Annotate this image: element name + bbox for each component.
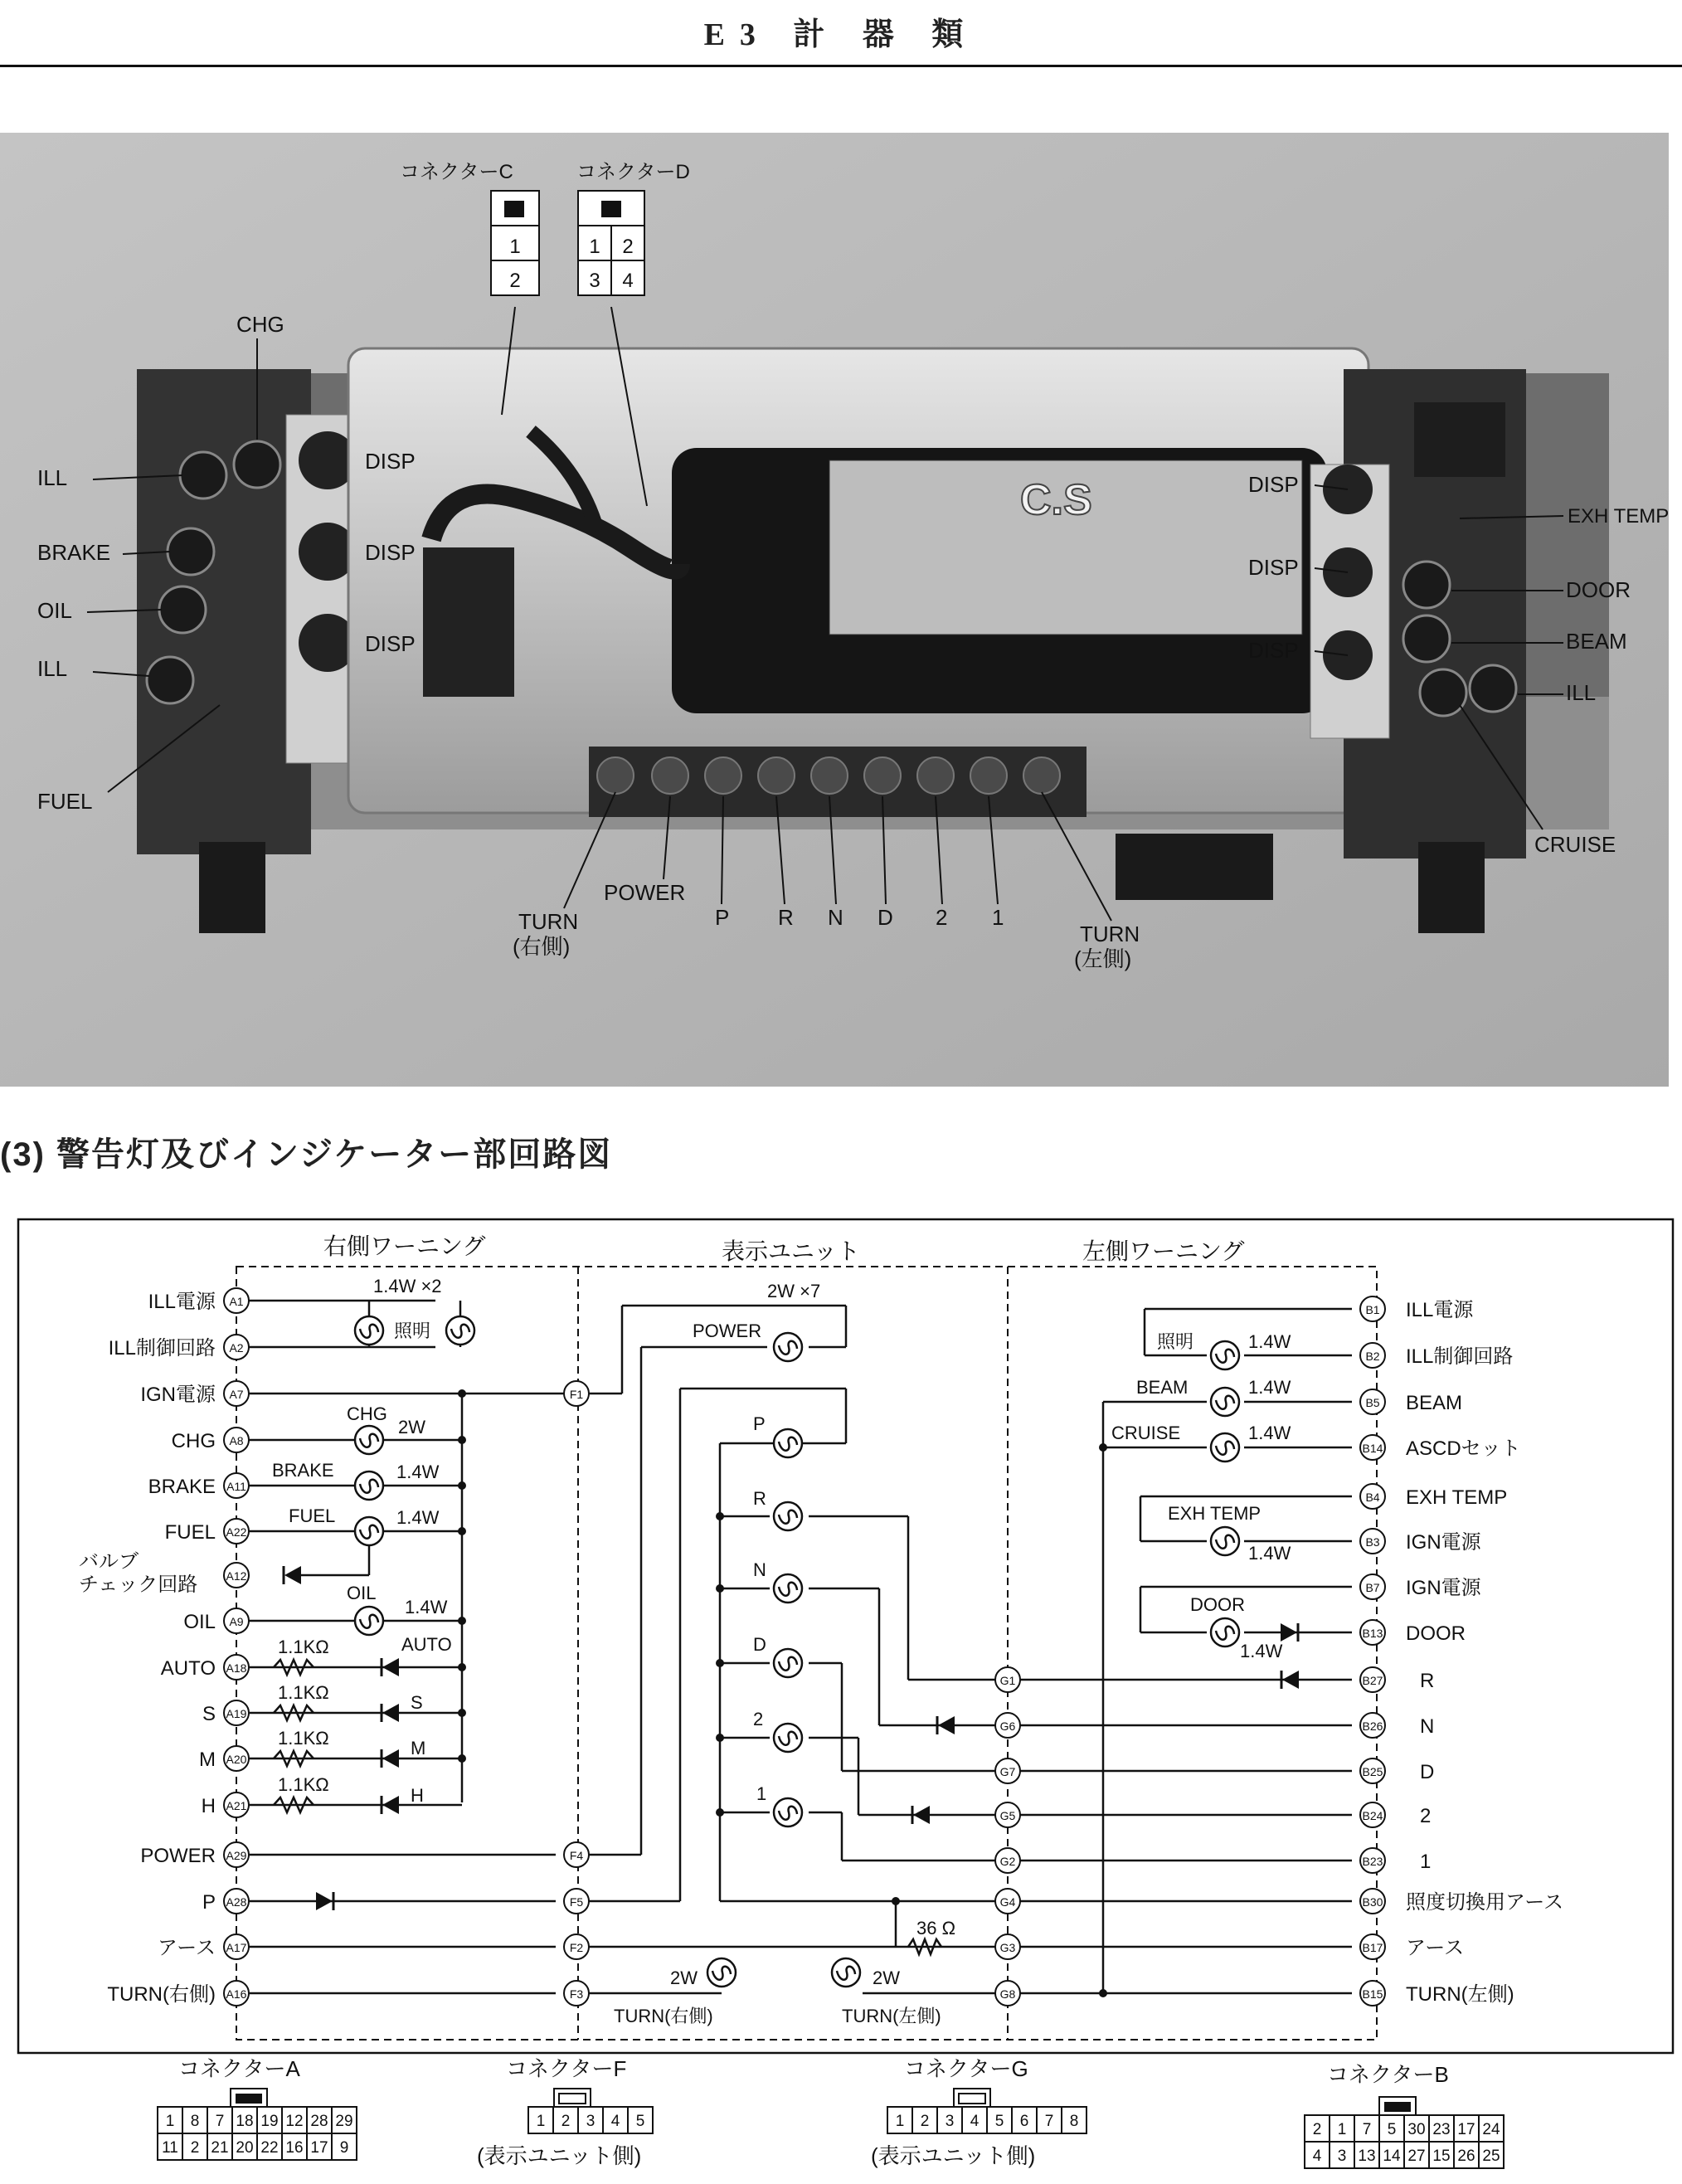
connector-b-diagram	[1305, 2097, 1504, 2168]
label-chg-watt: 2W	[398, 1417, 425, 1437]
svg-text:A22: A22	[226, 1525, 247, 1539]
terminal-b4-label: EXH TEMP	[1406, 1486, 1508, 1509]
terminal-a8	[172, 1428, 249, 1452]
terminal-a17	[158, 1934, 249, 1959]
connector-f-pin-label: 4	[610, 2113, 620, 2130]
terminal-b17-label: アース	[1406, 1937, 1465, 1959]
label-door-watt: 1.4W	[1240, 1641, 1283, 1661]
terminal-a2-label: ILL制御回路	[108, 1337, 216, 1360]
callout-brake: BRAKE	[37, 540, 111, 565]
label-36ohm: 36 Ω	[916, 1918, 956, 1938]
svg-text:A21: A21	[226, 1799, 247, 1812]
connector-a-pin-label: 19	[260, 2113, 279, 2130]
label-2: 2	[753, 1709, 764, 1729]
terminal-a16-label: TURN(右側)	[107, 1983, 216, 2006]
connector-g-pin-label: 1	[895, 2113, 905, 2130]
node-g1	[995, 1667, 1020, 1692]
node-g7	[995, 1758, 1020, 1783]
terminal-a2	[109, 1335, 249, 1360]
connector-g-pin-label: 7	[1044, 2113, 1054, 2130]
terminal-b17	[1360, 1934, 1464, 1959]
svg-text:B15: B15	[1362, 1987, 1383, 2001]
terminal-a29-label: POWER	[140, 1845, 216, 1867]
svg-text:B30: B30	[1362, 1895, 1383, 1909]
connector-f-pin-label: 1	[536, 2113, 546, 2130]
label-h: H	[411, 1785, 424, 1806]
svg-text:F3: F3	[569, 1987, 584, 2001]
connector-b-pin-label: 13	[1358, 2148, 1376, 2165]
node-g5	[995, 1802, 1020, 1827]
svg-text:G6: G6	[999, 1719, 1016, 1733]
label-n: N	[753, 1559, 766, 1580]
connector-g-diagram	[887, 2089, 1086, 2133]
svg-text:A7: A7	[229, 1388, 244, 1401]
label-exh: EXH TEMP	[1168, 1503, 1262, 1524]
terminal-b3	[1360, 1529, 1482, 1554]
svg-text:F5: F5	[569, 1895, 584, 1909]
svg-text:B13: B13	[1362, 1627, 1383, 1640]
connector-d-label: コネクターD	[576, 161, 690, 183]
callout-power: POWER	[604, 880, 686, 905]
svg-text:F4: F4	[569, 1849, 584, 1862]
svg-text:A8: A8	[229, 1434, 244, 1447]
svg-text:G1: G1	[999, 1674, 1016, 1687]
callout-disp-l3: DISP	[365, 631, 416, 656]
node-g6	[995, 1713, 1020, 1738]
label-m: M	[411, 1738, 426, 1758]
connector-b-pin-label: 26	[1457, 2148, 1475, 2165]
connector-a-diagram	[158, 2089, 357, 2160]
connector-a-pin-label: 9	[339, 2139, 349, 2157]
group-display-unit: 表示ユニット	[722, 1238, 860, 1264]
terminal-b7-label: IGN電源	[1406, 1577, 1481, 1599]
connector-b-pin-label: 30	[1407, 2121, 1426, 2138]
callout-ill-2: ILL	[37, 656, 68, 681]
connector-d-pin-3: 3	[589, 270, 600, 292]
section-title: (3) 警告灯及びインジケーター部回路図	[0, 1136, 613, 1173]
label-turn-l-watt: 2W	[873, 1968, 900, 1988]
connector-f-diagram	[528, 2089, 653, 2133]
terminal-b4	[1360, 1484, 1507, 1509]
connector-a-pin-label: 22	[260, 2139, 279, 2157]
connector-b-pin-label: 23	[1432, 2121, 1451, 2138]
label-beam-watt: 1.4W	[1248, 1377, 1291, 1398]
label-res-3: 1.1KΩ	[278, 1728, 329, 1749]
node-g4	[995, 1889, 1020, 1914]
connector-b-pin-label: 1	[1337, 2121, 1347, 2138]
connector-g-note: (表示ユニット側)	[871, 2143, 1036, 2168]
svg-text:B2: B2	[1365, 1350, 1380, 1363]
node-f2	[564, 1934, 589, 1959]
callout-d: D	[877, 905, 893, 930]
label-oil-watt: 1.4W	[405, 1597, 448, 1617]
connector-f-pin-label: 3	[586, 2113, 596, 2130]
callout-turn-right-side: (右側)	[513, 934, 571, 959]
label-fuel-watt: 1.4W	[396, 1507, 440, 1528]
terminal-a22-label: FUEL	[164, 1521, 216, 1544]
callout-disp-l1: DISP	[365, 449, 416, 474]
svg-text:B4: B4	[1365, 1491, 1380, 1504]
svg-text:B24: B24	[1362, 1809, 1383, 1822]
label-turn-r: TURN(右側)	[614, 2006, 713, 2026]
node-f5	[564, 1889, 589, 1914]
connector-g-pin-label: 8	[1069, 2113, 1079, 2130]
label-fuel: FUEL	[289, 1505, 336, 1526]
connector-b-pin-label: 7	[1362, 2121, 1372, 2138]
node-g2	[995, 1848, 1020, 1873]
connector-a-pin-label: 18	[236, 2113, 254, 2130]
connector-a-pin-label: 1	[165, 2113, 175, 2130]
node-f3	[564, 1981, 589, 2006]
connector-f-pin-label: 2	[561, 2113, 571, 2130]
callout-disp-r1: DISP	[1248, 472, 1299, 497]
label-brake-watt: 1.4W	[396, 1462, 440, 1482]
group-right-warning: 右側ワーニング	[323, 1233, 486, 1259]
label-door: DOOR	[1190, 1594, 1245, 1615]
svg-text:B25: B25	[1362, 1765, 1383, 1778]
terminal-b26-label: N	[1420, 1715, 1435, 1738]
connector-c-pin-1: 1	[509, 236, 521, 258]
connector-f-pin-label: 5	[635, 2113, 645, 2130]
label-p: P	[753, 1413, 766, 1434]
svg-text:A16: A16	[226, 1987, 247, 2001]
connector-a-pin-label: 21	[211, 2139, 229, 2157]
node-g8	[995, 1981, 1020, 2006]
label-d: D	[753, 1634, 766, 1655]
label-turn-l: TURN(左側)	[842, 2006, 941, 2026]
terminal-b24-label: 2	[1420, 1805, 1432, 1827]
label-cruise: CRUISE	[1111, 1423, 1181, 1443]
connector-d-diagram	[578, 191, 644, 295]
label-brake: BRAKE	[272, 1460, 334, 1481]
page-title: E3 計 器 類	[703, 17, 979, 52]
connector-b-pin-label: 14	[1383, 2148, 1401, 2165]
terminal-b14-label: ASCDセット	[1406, 1437, 1521, 1460]
callout-exh-temp: EXH TEMP	[1568, 505, 1669, 528]
terminal-b5-label: BEAM	[1406, 1392, 1463, 1414]
svg-text:G5: G5	[999, 1809, 1016, 1822]
connector-a-pin-label: 8	[190, 2113, 200, 2130]
connector-g-pin-label: 3	[945, 2113, 955, 2130]
circuit-schematic	[0, 1215, 1682, 2184]
connector-g-pin-label: 6	[1019, 2113, 1029, 2130]
svg-text:B1: B1	[1365, 1303, 1380, 1316]
connector-b-pin-label: 2	[1312, 2121, 1322, 2138]
svg-text:B26: B26	[1362, 1719, 1383, 1733]
svg-text:A19: A19	[226, 1707, 247, 1720]
label-power: POWER	[693, 1321, 762, 1341]
svg-text:B7: B7	[1365, 1581, 1380, 1594]
label-beam: BEAM	[1136, 1377, 1189, 1398]
connector-a-pin-label: 29	[335, 2113, 353, 2130]
label-auto: AUTO	[401, 1634, 452, 1655]
svg-text:A17: A17	[226, 1941, 247, 1954]
svg-text:A2: A2	[229, 1341, 244, 1355]
terminal-a8-label: CHG	[171, 1430, 216, 1452]
svg-text:B27: B27	[1362, 1674, 1383, 1687]
callout-fuel: FUEL	[37, 789, 93, 814]
callout-door: DOOR	[1566, 577, 1631, 602]
terminal-a18-label: AUTO	[160, 1657, 216, 1680]
svg-text:G3: G3	[999, 1941, 1016, 1954]
callout-p: P	[715, 905, 730, 930]
svg-text:G4: G4	[999, 1895, 1016, 1909]
terminal-b30-label: 照度切換用アース	[1406, 1891, 1564, 1914]
callout-cruise: CRUISE	[1534, 832, 1616, 857]
connector-d-pin-1: 1	[589, 236, 600, 258]
connector-d-pin-2: 2	[622, 236, 634, 258]
connector-g-title: コネクターG	[904, 2056, 1028, 2081]
terminal-a29	[140, 1842, 249, 1867]
node-g3	[995, 1934, 1020, 1959]
connector-b-pin-label: 24	[1482, 2121, 1500, 2138]
connector-c-pin-2: 2	[509, 270, 521, 292]
terminal-b3-label: IGN電源	[1406, 1531, 1481, 1554]
terminal-a1-label: ILL電源	[148, 1291, 216, 1313]
callout-disp-r2: DISP	[1248, 555, 1299, 580]
terminal-b15-label: TURN(左側)	[1406, 1983, 1514, 2006]
svg-text:B5: B5	[1365, 1396, 1380, 1409]
connector-b-pin-label: 25	[1482, 2148, 1500, 2165]
connector-b-pin-label: 3	[1337, 2148, 1347, 2165]
terminal-b1	[1360, 1296, 1474, 1321]
bulb-socket	[180, 452, 226, 499]
terminal-b27-label: R	[1420, 1670, 1435, 1692]
connector-b-pin-label: 4	[1312, 2148, 1322, 2165]
svg-text:G8: G8	[999, 1987, 1016, 2001]
terminal-a16	[107, 1981, 249, 2006]
connector-c-diagram	[491, 191, 539, 295]
callout-ill-r: ILL	[1566, 680, 1597, 705]
connector-b-pin-label: 5	[1387, 2121, 1397, 2138]
terminal-a1	[148, 1288, 249, 1313]
cs-label: C.S	[1020, 476, 1092, 524]
terminal-a20-label: M	[199, 1749, 216, 1771]
svg-text:F2: F2	[569, 1941, 584, 1954]
label-chg: CHG	[347, 1403, 387, 1424]
terminal-a21-label: H	[201, 1795, 216, 1817]
terminal-a7-label: IGN電源	[140, 1384, 216, 1406]
terminal-b1-label: ILL電源	[1406, 1299, 1474, 1321]
label-turn-r-watt: 2W	[670, 1968, 698, 1988]
terminal-b7	[1360, 1574, 1482, 1599]
callout-1: 1	[992, 905, 1004, 930]
callout-n: N	[828, 905, 843, 930]
meter-cluster-photo	[0, 133, 1669, 1087]
svg-text:A20: A20	[226, 1753, 247, 1766]
connector-a-pin-label: 7	[215, 2113, 225, 2130]
svg-text:A12: A12	[226, 1569, 247, 1583]
terminal-a11-label: BRAKE	[148, 1476, 216, 1498]
connector-b-pin-label: 17	[1457, 2121, 1475, 2138]
connector-a-pin-label: 17	[310, 2139, 328, 2157]
callout-chg: CHG	[236, 312, 284, 337]
callout-disp-r3: DISP	[1248, 638, 1299, 663]
terminal-a11	[148, 1473, 249, 1498]
connector-b-pin-label: 27	[1407, 2148, 1426, 2165]
connector-c-label: コネクターC	[400, 161, 513, 183]
label-ill-watt: 1.4W ×2	[373, 1276, 442, 1296]
label-cruise-watt: 1.4W	[1248, 1423, 1291, 1443]
terminal-a12-label: バルブ	[79, 1550, 139, 1573]
connector-a-pin-label: 2	[190, 2139, 200, 2157]
terminal-b23-label: 1	[1420, 1851, 1432, 1873]
node-f4	[564, 1842, 589, 1867]
svg-text:A29: A29	[226, 1849, 247, 1862]
connector-b-pin-label: 15	[1432, 2148, 1451, 2165]
connector-a-pin-label: 12	[285, 2113, 304, 2130]
terminal-b13-label: DOOR	[1406, 1622, 1466, 1645]
label-disp-watt: 2W ×7	[767, 1281, 821, 1301]
connector-f-note: (表示ユニット側)	[477, 2143, 642, 2168]
page-header	[0, 0, 1682, 67]
connector-d-pin-4: 4	[622, 270, 634, 292]
label-b-light: 照明	[1157, 1331, 1194, 1352]
terminal-b2-label: ILL制御回路	[1406, 1345, 1514, 1368]
connector-g-pin-label: 4	[970, 2113, 980, 2130]
terminal-a12-label-2: チェック回路	[79, 1574, 198, 1596]
callout-2: 2	[936, 905, 948, 930]
connector-a-title: コネクターA	[178, 2056, 300, 2081]
callout-beam: BEAM	[1566, 629, 1627, 654]
terminal-a7	[140, 1381, 249, 1406]
node-f1	[564, 1381, 589, 1406]
terminal-a17-label: アース	[157, 1937, 216, 1959]
svg-text:G2: G2	[999, 1855, 1016, 1868]
svg-text:A11: A11	[226, 1480, 246, 1493]
terminal-b5	[1360, 1389, 1462, 1414]
group-left-warning: 左側ワーニング	[1082, 1238, 1245, 1264]
callout-turn-left: TURN	[1080, 922, 1140, 946]
label-res-4: 1.1KΩ	[278, 1774, 329, 1795]
terminal-a19-label: S	[202, 1703, 216, 1725]
label-s: S	[411, 1692, 423, 1713]
svg-text:A9: A9	[229, 1615, 244, 1628]
svg-text:A18: A18	[226, 1661, 247, 1675]
label-r: R	[753, 1488, 766, 1509]
terminal-b13	[1360, 1620, 1466, 1645]
svg-text:B23: B23	[1362, 1855, 1383, 1868]
callout-turn-right: TURN	[518, 909, 579, 934]
label-1: 1	[756, 1783, 767, 1804]
connector-a-pin-label: 28	[310, 2113, 328, 2130]
svg-text:B17: B17	[1362, 1941, 1383, 1954]
connector-f-title: コネクターF	[506, 2056, 627, 2081]
terminal-a18	[161, 1655, 249, 1680]
terminal-a22	[165, 1519, 249, 1544]
label-res-2: 1.1KΩ	[278, 1682, 329, 1703]
svg-text:A1: A1	[229, 1295, 244, 1308]
callout-ill-1: ILL	[37, 465, 68, 490]
svg-text:B14: B14	[1362, 1442, 1383, 1455]
label-res-1: 1.1KΩ	[278, 1637, 329, 1657]
callout-oil: OIL	[37, 598, 72, 623]
label-b-light-watt: 1.4W	[1248, 1331, 1291, 1352]
connector-a-pin-label: 20	[236, 2139, 254, 2157]
svg-text:G7: G7	[999, 1765, 1016, 1778]
svg-text:F1: F1	[569, 1388, 584, 1401]
label-ill-light: 照明	[394, 1321, 431, 1341]
label-exh-watt: 1.4W	[1248, 1543, 1291, 1564]
connector-a-pin-label: 16	[285, 2139, 304, 2157]
callout-r: R	[778, 905, 794, 930]
terminal-a28-label: P	[202, 1891, 216, 1914]
connector-b-title: コネクターB	[1327, 2062, 1449, 2087]
svg-text:A28: A28	[226, 1895, 247, 1909]
callout-turn-left-side: (左側)	[1074, 946, 1132, 971]
label-oil: OIL	[347, 1583, 377, 1603]
connector-a-pin-label: 11	[162, 2139, 178, 2157]
connector-g-pin-label: 5	[994, 2113, 1004, 2130]
svg-text:B3: B3	[1365, 1535, 1380, 1549]
connector-g-pin-label: 2	[920, 2113, 930, 2130]
callout-disp-l2: DISP	[365, 540, 416, 565]
terminal-a9-label: OIL	[183, 1611, 216, 1633]
terminal-b25-label: D	[1420, 1761, 1435, 1783]
